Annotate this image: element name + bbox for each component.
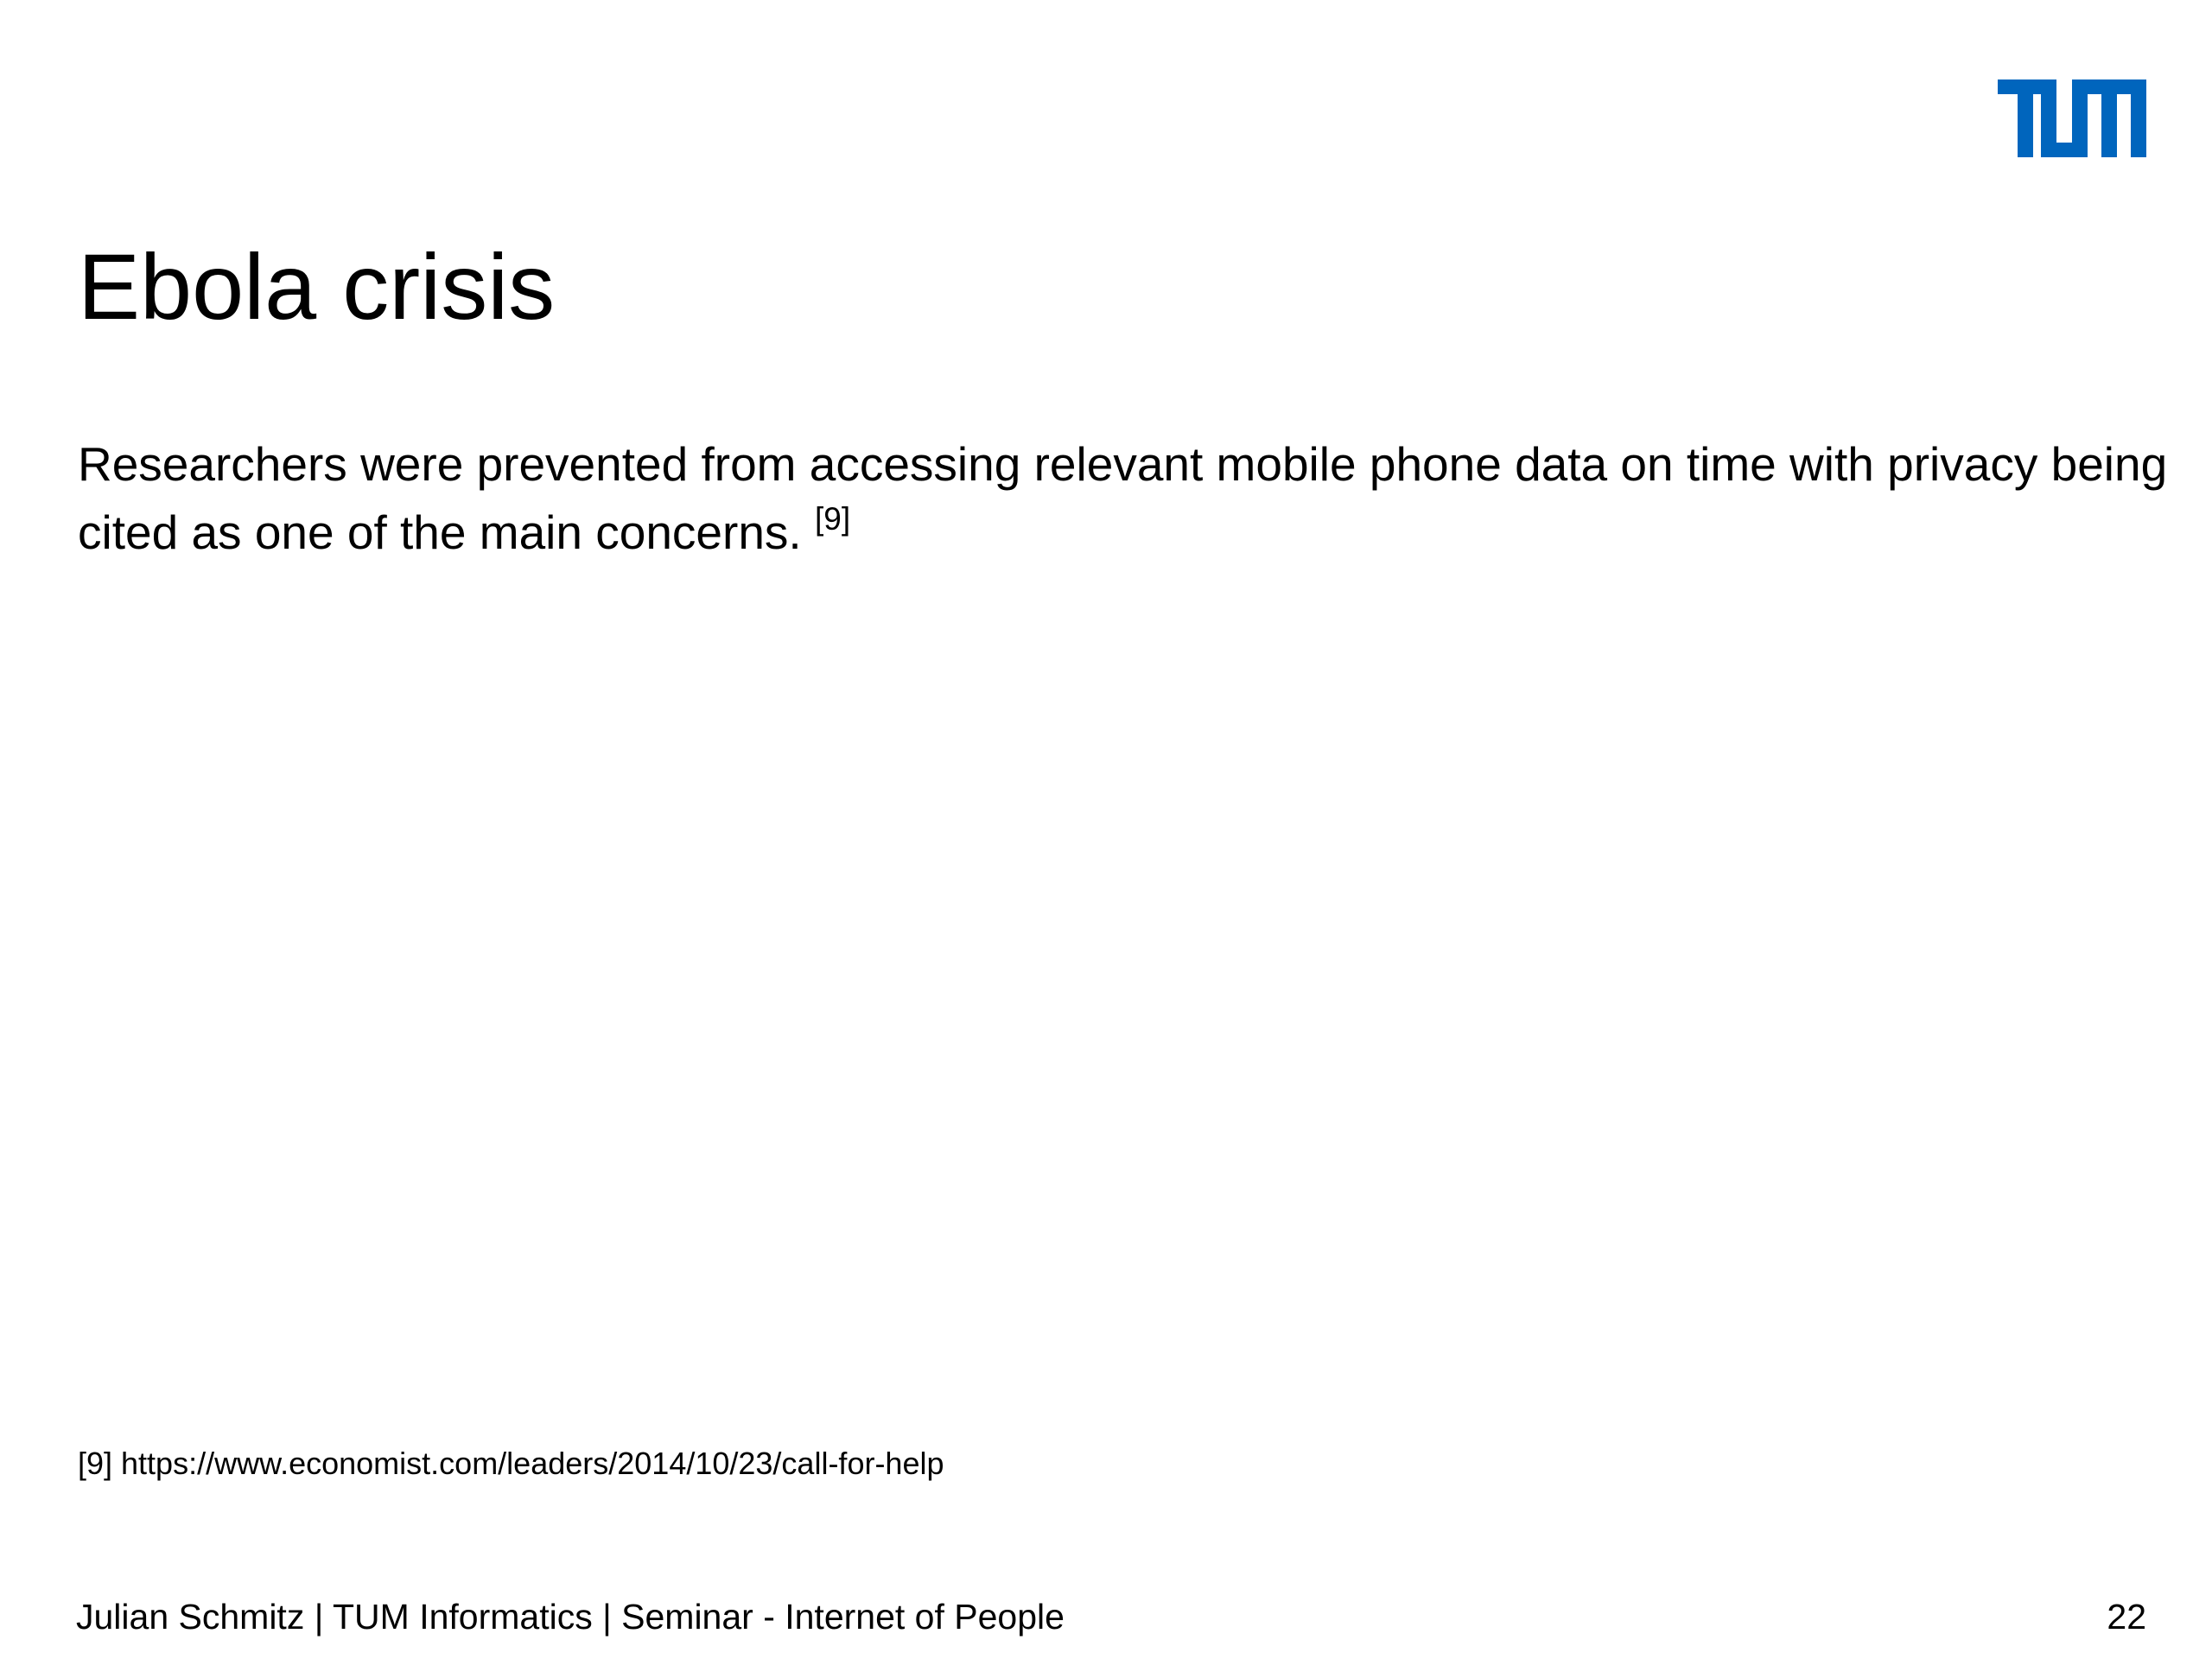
slide-body	[78, 430, 2169, 567]
footnote-reference: [9] https://www.economist.com/leaders/2014/10/23/call-for-help	[78, 1446, 944, 1481]
slide-title: Ebola crisis	[78, 234, 556, 339]
footer-info: Julian Schmitz | TUM Informatics | Seminar - Internet of People	[76, 1597, 1065, 1637]
body-text: Researchers were prevented from accessing relevant mobile phone data on time with privacy being cited as one of the main concerns.	[78, 437, 2168, 559]
page-number: 22	[2107, 1597, 2146, 1637]
tum-logo	[1998, 79, 2146, 157]
citation-marker: [9]	[814, 501, 851, 537]
